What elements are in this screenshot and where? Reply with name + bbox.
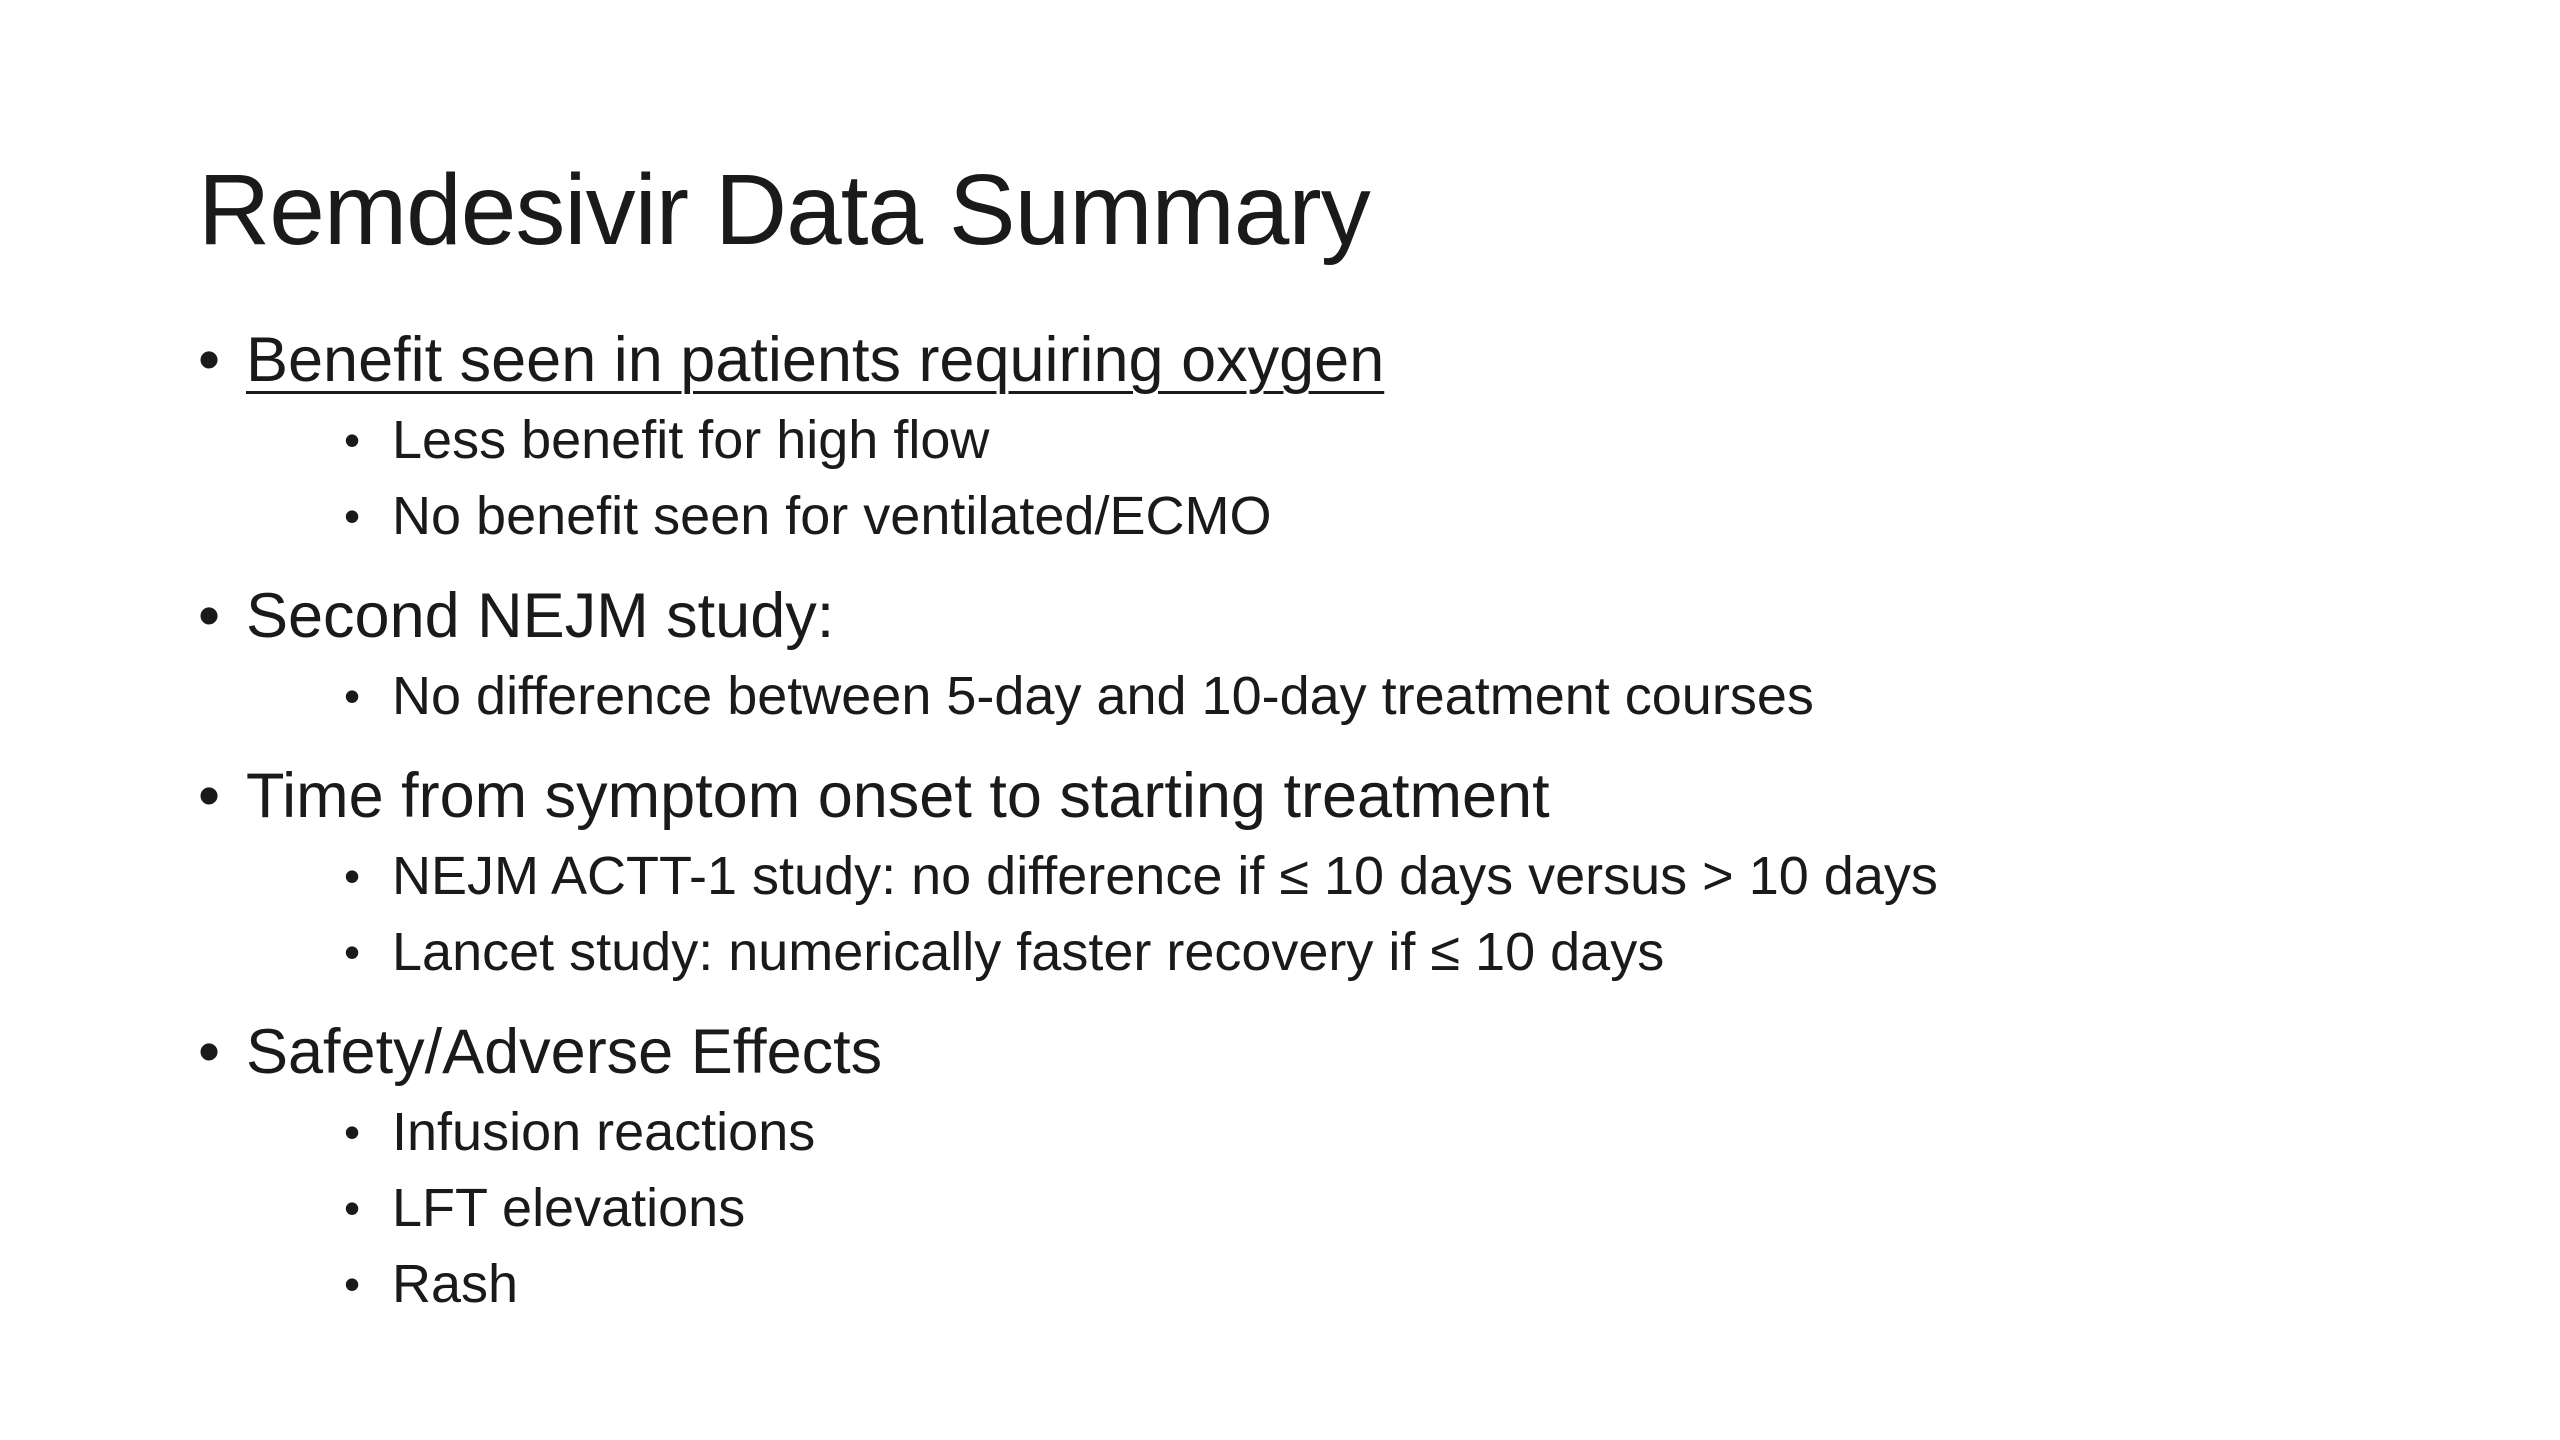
bullet-icon: • xyxy=(198,1017,221,1087)
sub-bullet-text: LFT elevations xyxy=(392,1178,746,1238)
sub-bullet-item xyxy=(246,402,2398,478)
sub-bullet-list xyxy=(246,402,2398,554)
sub-bullet-item xyxy=(246,478,2398,554)
sub-bullet-item xyxy=(246,658,2398,734)
bullet-icon: • xyxy=(198,325,221,395)
bullet-heading: Second NEJM study: xyxy=(246,581,835,651)
sub-bullet-list xyxy=(246,658,2398,734)
sub-bullet-icon: • xyxy=(344,414,361,466)
bullet-heading: Time from symptom onset to starting treatment xyxy=(246,761,1550,831)
sub-bullet-icon: • xyxy=(344,1182,361,1234)
sub-bullet-text: No difference between 5-day and 10-day treatment courses xyxy=(392,666,1814,726)
sub-bullet-list xyxy=(246,1094,2398,1322)
sub-bullet-text: NEJM ACTT-1 study: no difference if ≤ 10 days versus > 10 days xyxy=(392,846,1938,906)
sub-bullet-item xyxy=(246,1246,2398,1322)
sub-bullet-text: Infusion reactions xyxy=(392,1102,816,1162)
bullet-section-safety xyxy=(198,1010,2398,1322)
sub-bullet-item xyxy=(246,1170,2398,1246)
bullet-list xyxy=(198,318,2398,1322)
sub-bullet-text: No benefit seen for ventilated/ECMO xyxy=(392,486,1272,546)
sub-bullet-item xyxy=(246,914,2398,990)
bullet-section-benefit xyxy=(198,318,2398,554)
sub-bullet-icon: • xyxy=(344,926,361,978)
sub-bullet-icon: • xyxy=(344,490,361,542)
sub-bullet-icon: • xyxy=(344,1258,361,1310)
bullet-section-second-study xyxy=(198,574,2398,734)
sub-bullet-list xyxy=(246,838,2398,990)
bullet-section-time-to-treatment xyxy=(198,754,2398,990)
bullet-icon: • xyxy=(198,761,221,831)
sub-bullet-item xyxy=(246,1094,2398,1170)
sub-bullet-text: Less benefit for high flow xyxy=(392,410,990,470)
sub-bullet-icon: • xyxy=(344,850,361,902)
sub-bullet-icon: • xyxy=(344,1106,361,1158)
sub-bullet-icon: • xyxy=(344,670,361,722)
bullet-heading: Benefit seen in patients requiring oxygen xyxy=(246,325,1385,395)
bullet-heading: Safety/Adverse Effects xyxy=(246,1017,883,1087)
bullet-icon: • xyxy=(198,581,221,651)
sub-bullet-item xyxy=(246,838,2398,914)
sub-bullet-text: Rash xyxy=(392,1254,519,1314)
sub-bullet-text: Lancet study: numerically faster recovery if ≤ 10 days xyxy=(392,922,1665,982)
slide-title: Remdesivir Data Summary xyxy=(198,154,1370,266)
